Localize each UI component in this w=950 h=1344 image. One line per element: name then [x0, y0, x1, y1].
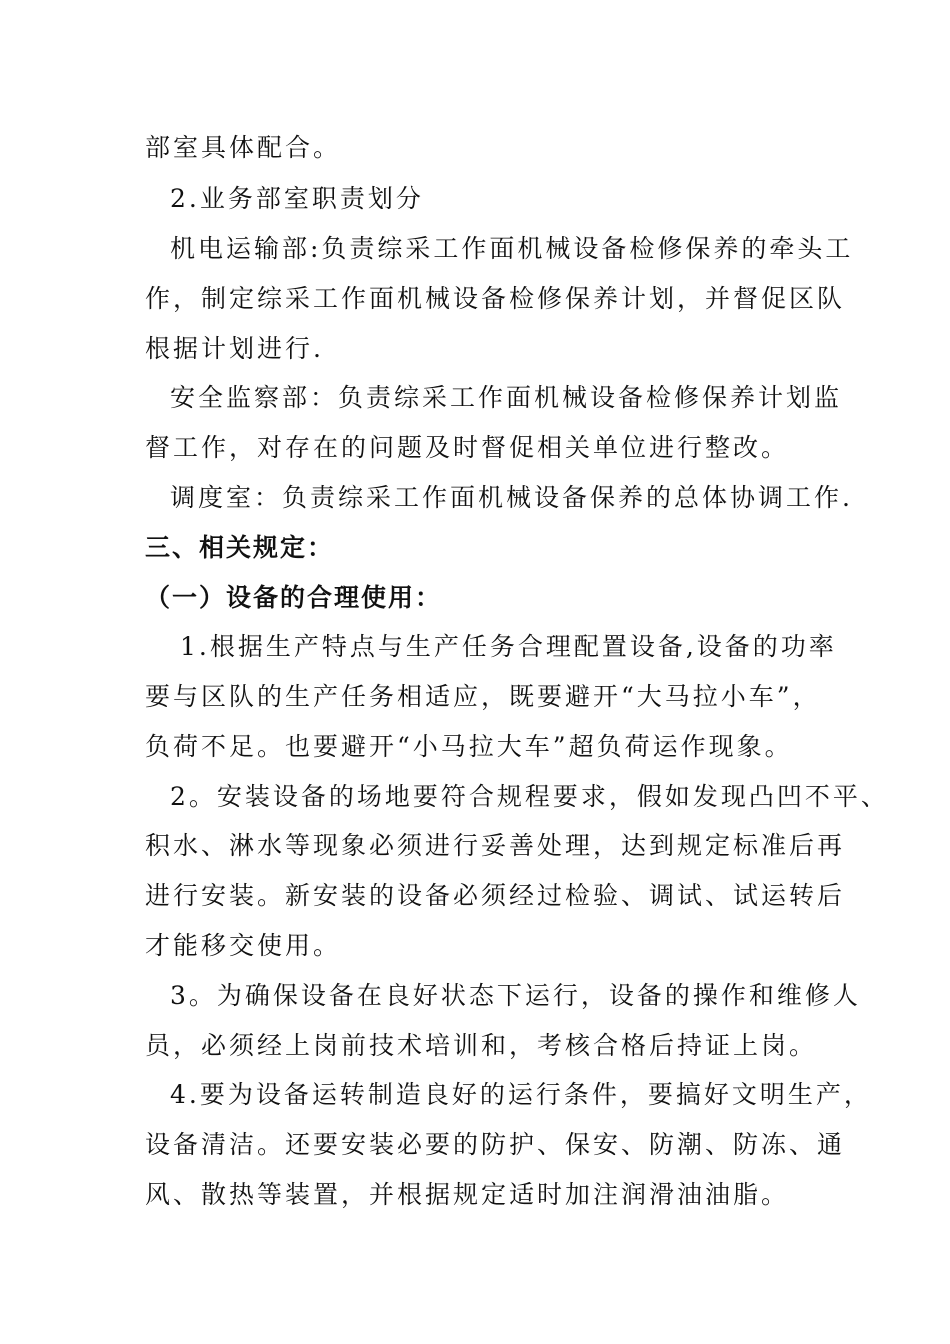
text-line: 部室具体配合。: [145, 133, 342, 162]
paragraph-line: 督工作，对存在的问题及时督促相关单位进行整改。: [145, 433, 790, 462]
paragraph-line: 负荷不足。也要避开“小马拉大车”超负荷运作现象。: [145, 732, 793, 761]
paragraph-line: 调度室：负责综采工作面机械设备保养的总体协调工作.: [170, 483, 853, 512]
subsection-heading-bold: （一）设备的合理使用：: [145, 583, 443, 612]
paragraph-line: 风、散热等装置，并根据规定适时加注润滑油油脂。: [145, 1180, 790, 1209]
paragraph-line: 要与区队的生产任务相适应，既要避开“大马拉小车”，: [145, 682, 821, 711]
section-heading: 三、相关规定：: [145, 533, 335, 562]
paragraph-line: 3。为确保设备在良好状态下运行，设备的操作和维修人: [170, 981, 861, 1010]
paragraph-line: 机电运输部:负责综采工作面机械设备检修保养的牵头工: [170, 234, 854, 263]
paragraph-line: 积水、淋水等现象必须进行妥善处理，达到规定标准后再: [145, 831, 846, 860]
paragraph-line: 1.根据生产特点与生产任务合理配置设备,设备的功率: [180, 632, 837, 661]
paragraph-line: 作，制定综采工作面机械设备检修保养计划，并督促区队: [145, 284, 846, 313]
paragraph-line: 安全监察部：负责综采工作面机械设备检修保养计划监: [170, 383, 843, 412]
paragraph-line: 才能移交使用。: [145, 931, 342, 960]
paragraph-line: 4.要为设备运转制造良好的运行条件，要搞好文明生产，: [170, 1080, 872, 1109]
paragraph-line: 根据计划进行.: [145, 334, 324, 363]
paragraph-line: 设备清洁。还要安装必要的防护、保安、防潮、防冻、通: [145, 1130, 846, 1159]
subsection-heading: 2.业务部室职责划分: [170, 184, 424, 213]
paragraph-line: 2。安装设备的场地要符合规程要求，假如发现凸凹不平、: [170, 782, 889, 811]
paragraph-line: 进行安装。新安装的设备必须经过检验、调试、试运转后: [145, 881, 846, 910]
paragraph-line: 员，必须经上岗前技术培训和，考核合格后持证上岗。: [145, 1031, 818, 1060]
